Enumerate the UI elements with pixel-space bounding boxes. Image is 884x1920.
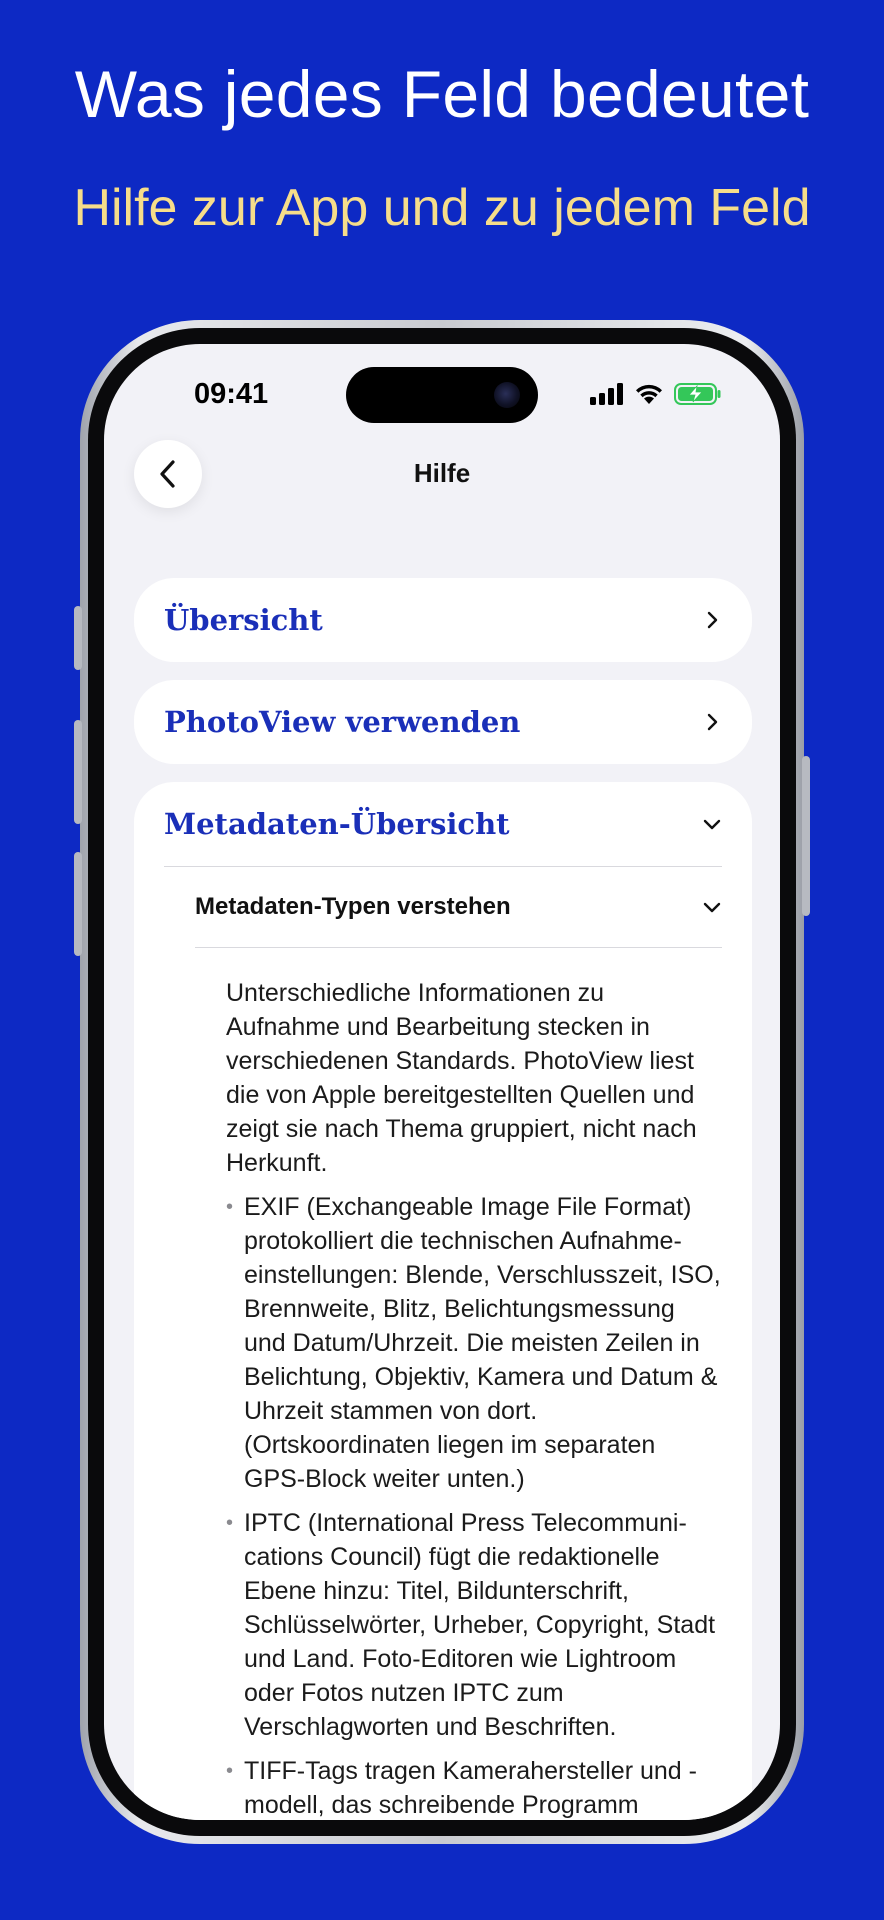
section-using-photoview[interactable] xyxy=(134,680,752,764)
dynamic-island xyxy=(346,367,538,423)
section-title: Metadaten-Übersicht xyxy=(164,807,510,841)
section-title: Übersicht xyxy=(164,603,323,637)
battery-charging-icon xyxy=(674,382,722,406)
chevron-right-icon xyxy=(702,610,722,630)
volume-up-button xyxy=(74,720,82,824)
chevron-down-icon xyxy=(702,897,722,917)
status-icons xyxy=(590,380,722,408)
list-item: • EXIF (Exchangeable Image File Format) protokolliert die technischen Aufnahmeeinstellungen: Blende, Verschlusszeit, ISO, Brennweite, Blitz, Belichtungsmessung und Datum/Uhrzeit. Die meisten Zeilen in Belichtung, Objektiv, Kamera und Datum & Uhrzeit stammen von dort. (Ortskoordinaten liegen im separaten GPS-Block weiter unten.) xyxy=(226,1190,722,1496)
subsection-title: Metadaten-Typen verstehen xyxy=(195,893,511,920)
subsection-body xyxy=(195,948,722,1820)
phone-screen xyxy=(104,344,780,1820)
volume-down-button xyxy=(74,852,82,956)
power-button xyxy=(802,756,810,916)
wifi-icon xyxy=(634,383,664,405)
status-time: 09:41 xyxy=(194,378,269,410)
list-item: • IPTC (International Press Telecommunications Council) fügt die redaktionelle Ebene hinzu: Titel, Bildunterschrift, Schlüsselwörter, Urheber, Copyright, Stadt und Land. Foto-Editoren wie Lightroom oder Fotos nutzen IPTC zum Verschlagworten und Beschriften. xyxy=(226,1506,722,1744)
section-header[interactable] xyxy=(134,782,752,866)
signal-icon xyxy=(590,383,624,405)
section-metadata-overview xyxy=(134,782,752,1820)
chevron-right-icon xyxy=(702,712,722,732)
list-item: • TIFF-Tags tragen Kamerahersteller und -modell, das schreibende Programm xyxy=(226,1754,722,1820)
chevron-down-icon xyxy=(702,814,722,834)
intro-text: Unterschiedliche Informationen zu Aufnahme und Bearbeitung stecken in verschiedenen Standards. PhotoView liest die von Apple bereitgestellten Quellen und zeigt sie nach Thema gruppiert, nicht nach Herkunft. xyxy=(226,979,697,1177)
section-overview[interactable] xyxy=(134,578,752,662)
action-button xyxy=(74,606,82,670)
nav-title: Hilfe xyxy=(413,458,471,488)
promo-subtitle: Hilfe zur App und zu jedem Feld xyxy=(73,179,811,237)
section-title: PhotoView verwenden xyxy=(164,705,521,739)
promo-title: Was jedes Feld bedeutet xyxy=(74,57,810,131)
front-camera-icon xyxy=(494,382,520,408)
subsection-header[interactable] xyxy=(195,867,722,947)
